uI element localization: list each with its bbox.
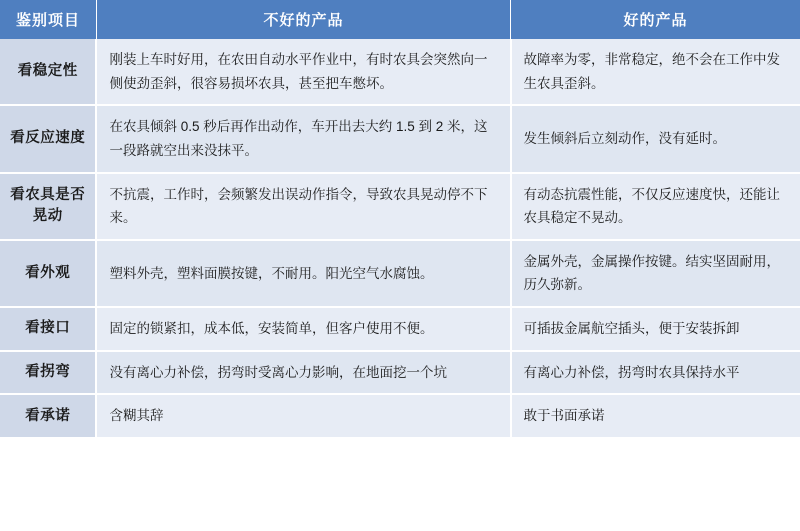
row-bad-text: 刚装上车时好用，在农田自动水平作业中，有时农具会突然向一侧使劲歪斜，很容易损坏农具，甚至把车憋坏。 [96, 39, 510, 105]
header-bad-product: 不好的产品 [96, 0, 510, 39]
table-row [0, 39, 800, 105]
table-row [0, 173, 800, 240]
row-label: 看外观 [0, 240, 96, 307]
row-good-text: 有离心力补偿，拐弯时农具保持水平 [511, 351, 800, 395]
row-label: 看稳定性 [0, 39, 96, 105]
table-row [0, 307, 800, 351]
row-label: 看接口 [0, 307, 96, 351]
row-good-text: 故障率为零，非常稳定，绝不会在工作中发生农具歪斜。 [511, 39, 800, 105]
row-bad-text: 在农具倾斜 0.5 秒后再作出动作，车开出去大约 1.5 到 2 米，这一段路就空出来没抹平。 [96, 105, 510, 172]
row-good-text: 可插拔金属航空插头，便于安装拆卸 [511, 307, 800, 351]
row-good-text: 敢于书面承诺 [511, 394, 800, 438]
table-row [0, 105, 800, 172]
row-label: 看农具是否晃动 [0, 173, 96, 240]
row-bad-text: 塑料外壳，塑料面膜按键，不耐用。阳光空气水腐蚀。 [96, 240, 510, 307]
row-label: 看承诺 [0, 394, 96, 438]
row-label: 看反应速度 [0, 105, 96, 172]
row-good-text: 发生倾斜后立刻动作，没有延时。 [511, 105, 800, 172]
table-row [0, 394, 800, 438]
row-bad-text: 固定的锁紧扣，成本低，安装简单，但客户使用不便。 [96, 307, 510, 351]
row-bad-text: 不抗震，工作时，会频繁发出误动作指令，导致农具晃动停不下来。 [96, 173, 510, 240]
header-good-product: 好的产品 [623, 12, 688, 29]
header-criteria: 鉴别项目 [0, 0, 96, 39]
row-good-text: 金属外壳，金属操作按键。结实坚固耐用，历久弥新。 [511, 240, 800, 307]
row-label: 看拐弯 [0, 351, 96, 395]
table-header-row [0, 0, 800, 39]
row-bad-text: 含糊其辞 [96, 394, 510, 438]
row-bad-text: 没有离心力补偿，拐弯时受离心力影响，在地面挖一个坑 [96, 351, 510, 395]
row-good-text: 有动态抗震性能，不仅反应速度快，还能让农具稳定不晃动。 [511, 173, 800, 240]
table-row [0, 240, 800, 307]
table-row [0, 351, 800, 395]
